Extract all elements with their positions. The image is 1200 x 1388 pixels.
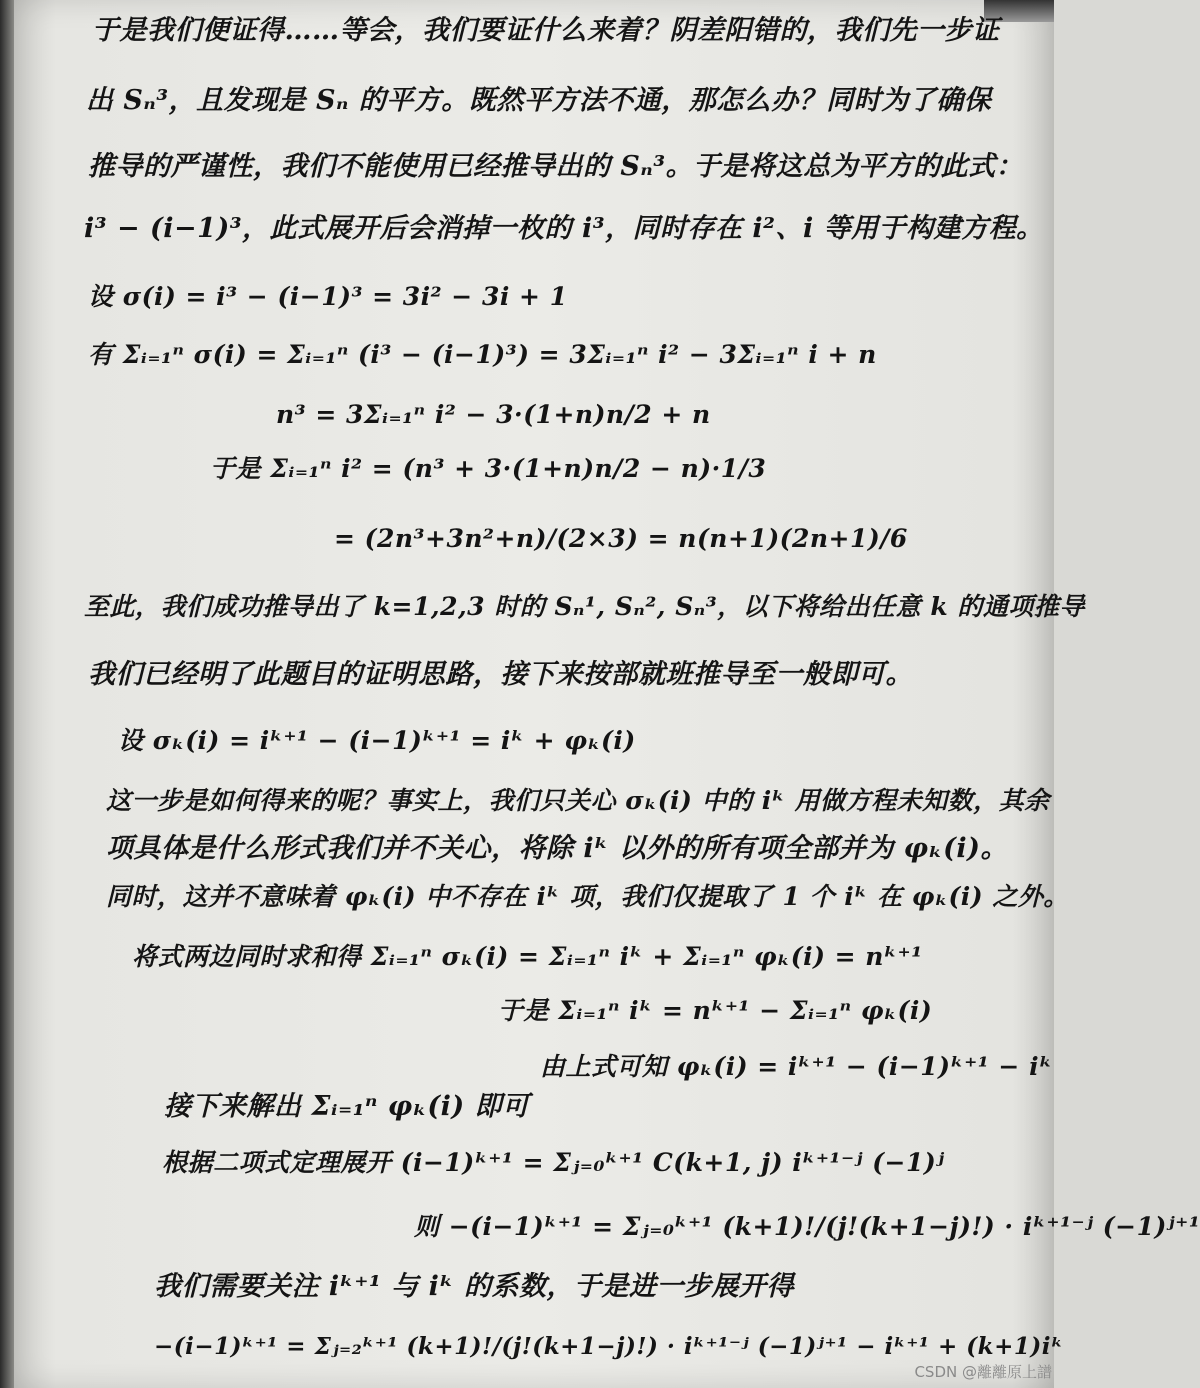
text-line-4: i³ − (i−1)³，此式展开后会消掉一枚的 i³，同时存在 i²、i 等用于构建方程。 [84,213,1044,244]
equation-negative-expand: 则 −(i−1)ᵏ⁺¹ = Σⱼ₌₀ᵏ⁺¹ (k+1)!/(j!(k+1−j)!) · iᵏ⁺¹⁻ʲ (−1)ʲ⁺¹ [414,1212,1200,1241]
text-line-explain-2: 项具体是什么形式我们并不关心，将除 iᵏ 以外的所有项全部并为 φₖ(i)。 [106,833,1008,864]
equation-sigma-def: 设 σ(i) = i³ − (i−1)³ = 3i² − 3i + 1 [88,282,568,311]
equation-sum-sigma: 有 Σᵢ₌₁ⁿ σ(i) = Σᵢ₌₁ⁿ (i³ − (i−1)³) = 3Σᵢ₌₁ⁿ i² − 3Σᵢ₌₁ⁿ i + n [88,340,877,369]
equation-final-expand: −(i−1)ᵏ⁺¹ = Σⱼ₌₂ᵏ⁺¹ (k+1)!/(j!(k+1−j)!) · iᵏ⁺¹⁻ʲ (−1)ʲ⁺¹ − iᵏ⁺¹ + (k+1)iᵏ [154,1333,1064,1360]
photo-edge-left [0,0,14,1388]
text-line-summary: 至此，我们成功推导出了 k=1,2,3 时的 Sₙ¹, Sₙ², Sₙ³，以下将给出任意 k 的通项推导 [84,592,1085,621]
equation-sum-i-k: 于是 Σᵢ₌₁ⁿ iᵏ = nᵏ⁺¹ − Σᵢ₌₁ⁿ φₖ(i) [498,996,933,1025]
equation-sum-i-squared: 于是 Σᵢ₌₁ⁿ i² = (n³ + 3·(1+n)n/2 − n)·1/3 [210,454,767,483]
text-line-2: 出 Sₙ³，且发现是 Sₙ 的平方。既然平方法不通，那怎么办？同时为了确保 [86,85,992,116]
equation-sum-both-sides: 将式两边同时求和得 Σᵢ₌₁ⁿ σₖ(i) = Σᵢ₌₁ⁿ iᵏ + Σᵢ₌₁ⁿ φₖ(i) = nᵏ⁺¹ [132,942,923,971]
equation-n-cubed: n³ = 3Σᵢ₌₁ⁿ i² − 3·(1+n)n/2 + n [276,400,711,429]
equation-phi-k: 由上式可知 φₖ(i) = iᵏ⁺¹ − (i−1)ᵏ⁺¹ − iᵏ [540,1052,1053,1081]
handwritten-page [14,0,1200,1388]
equation-sum-i-squared-result: = (2n³+3n²+n)/(2×3) = n(n+1)(2n+1)/6 [334,524,908,553]
equation-sigma-k-def: 设 σₖ(i) = iᵏ⁺¹ − (i−1)ᵏ⁺¹ = iᵏ + φₖ(i) [118,726,636,755]
text-line-1: 于是我们便证得……等会，我们要证什么来着？阴差阳错的，我们先一步证 [92,15,1000,46]
text-line-solve-phi: 接下来解出 Σᵢ₌₁ⁿ φₖ(i) 即可 [164,1091,530,1122]
equation-binomial-expand: 根据二项式定理展开 (i−1)ᵏ⁺¹ = Σⱼ₌₀ᵏ⁺¹ C(k+1, j) iᵏ⁺¹⁻ʲ (−1)ʲ [162,1148,945,1177]
text-line-explain-1: 这一步是如何得来的呢？事实上，我们只关心 σₖ(i) 中的 iᵏ 用做方程未知数，其余 [106,786,1050,815]
text-line-next-step: 我们已经明了此题目的证明思路，接下来按部就班推导至一般即可。 [88,659,913,690]
text-line-3: 推导的严谨性，我们不能使用已经推导出的 Sₙ³。于是将这总为平方的此式： [88,151,1024,182]
text-line-coefficients: 我们需要关注 iᵏ⁺¹ 与 iᵏ 的系数，于是进一步展开得 [154,1271,794,1302]
text-line-explain-3: 同时，这并不意味着 φₖ(i) 中不存在 iᵏ 项，我们仅提取了 1 个 iᵏ 在 φₖ(i) 之外。 [106,882,1069,911]
csdn-watermark: CSDN @離離原上譜 [914,1363,1052,1381]
